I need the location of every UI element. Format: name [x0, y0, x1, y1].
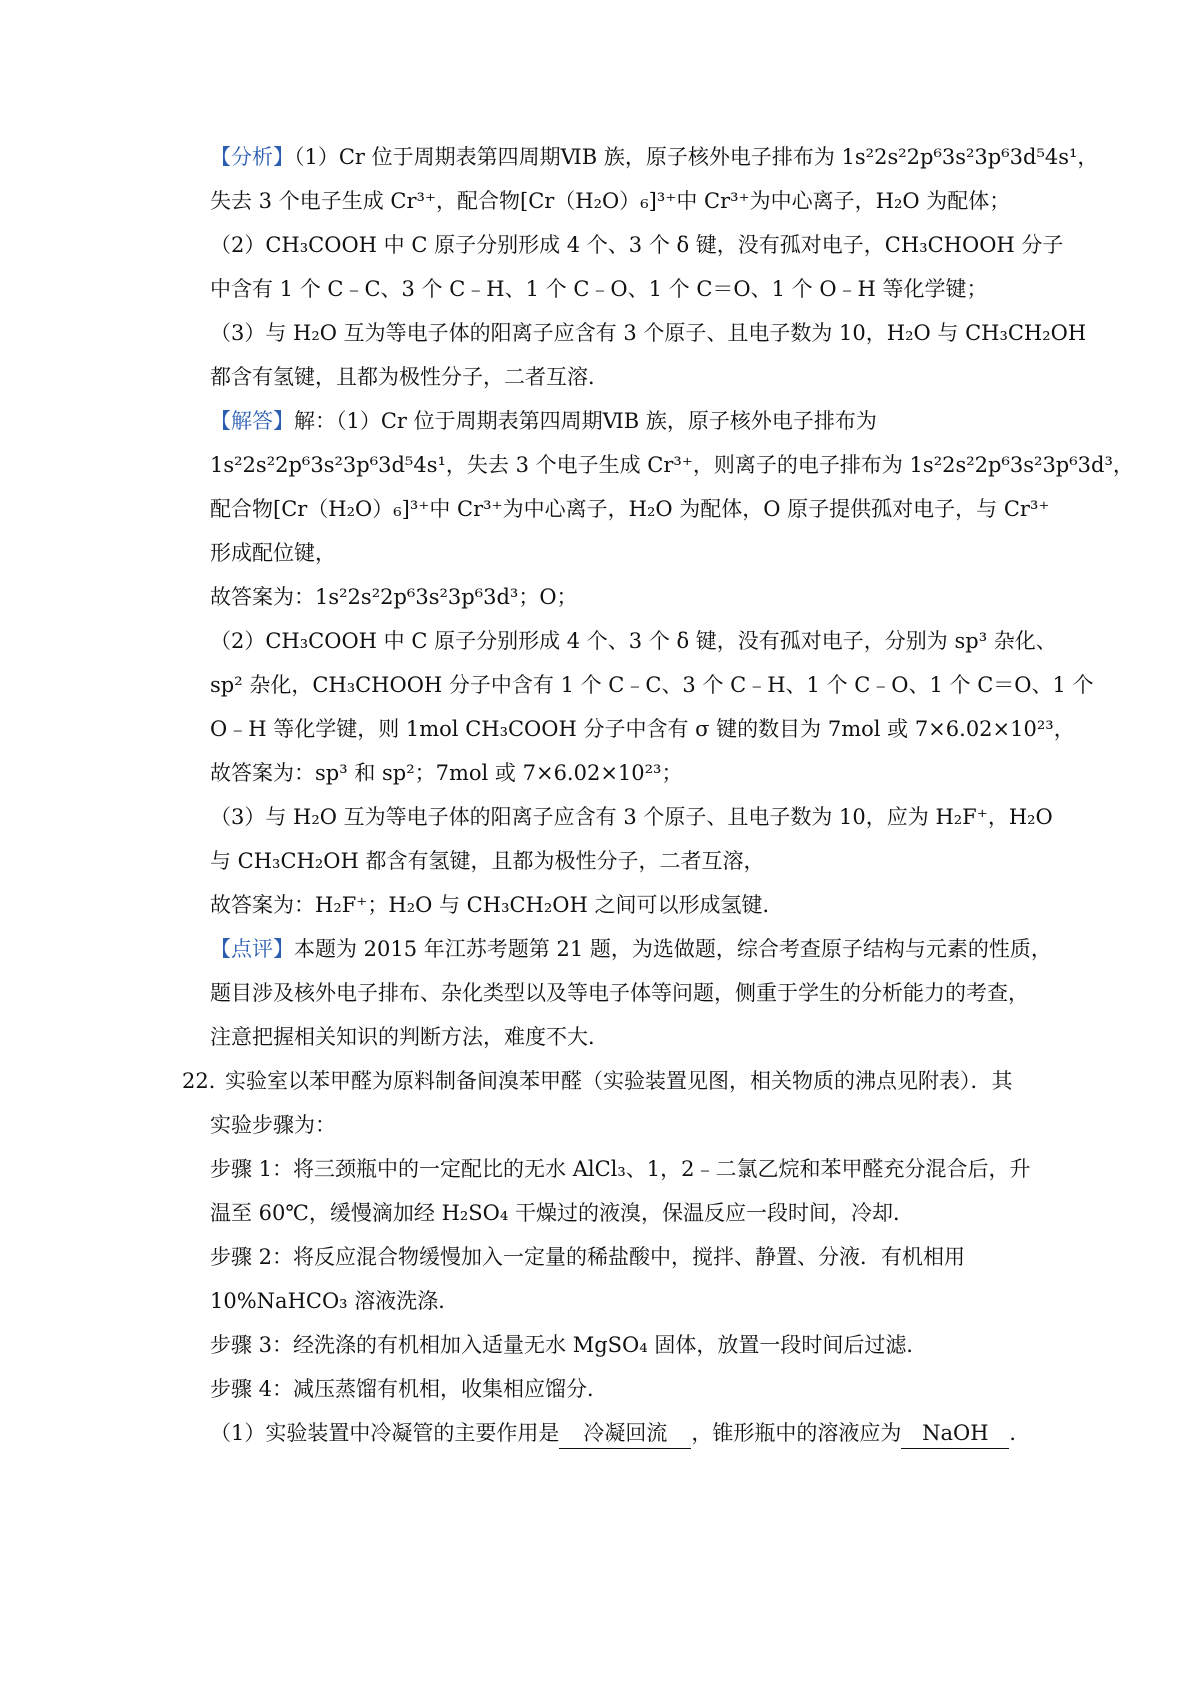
part-1-prompt: （1）实验装置中冷凝管的主要作用是	[210, 1421, 560, 1445]
comment-line-2: 题目涉及核外电子排布、杂化类型以及等电子体等问题，侧重于学生的分析能力的考查，	[210, 981, 1029, 1005]
comment-text-1: 本题为 2015 年江苏考题第 21 题，为选做题，综合考查原子结构与元素的性质，	[294, 937, 1052, 961]
question-number: 22．	[182, 1069, 230, 1093]
step-2-line-2: 10%NaHCO₃ 溶液洗涤．	[210, 1289, 460, 1313]
answer-line-6: （2）CH₃COOH 中 C 原子分别形成 4 个、3 个 δ 键，没有孤对电子，分别为 sp³ 杂化、	[210, 629, 1057, 653]
answer-line-8: O﹣H 等化学键，则 1mol CH₃COOH 分子中含有 σ 键的数目为 7mol 或 7×6.02×10²³，	[210, 717, 1075, 741]
part-1-middle: ，锥形瓶中的溶液应为	[691, 1421, 902, 1445]
answer-line-5: 故答案为：1s²2s²2p⁶3s²3p⁶3d³；O；	[210, 585, 578, 609]
answer-line-10: （3）与 H₂O 互为等电子体的阳离子应含有 3 个原子、且电子数为 10，应为 H₂F⁺，H₂O	[210, 805, 1053, 829]
answer-line-11: 与 CH₃CH₂OH 都含有氢键，且都为极性分子，二者互溶，	[210, 849, 765, 873]
analysis-line-6: 都含有氢键，且都为极性分子，二者互溶．	[210, 365, 609, 389]
step-2-line-1: 步骤 2：将反应混合物缓慢加入一定量的稀盐酸中，搅拌、静置、分液．有机相用	[210, 1245, 966, 1269]
step-4-line: 步骤 4：减压蒸馏有机相，收集相应馏分．	[210, 1377, 609, 1401]
analysis-line-1	[210, 142, 1099, 172]
part-1-line	[210, 1418, 1030, 1449]
answer-line-12: 故答案为：H₂F⁺；H₂O 与 CH₃CH₂OH 之间可以形成氢键．	[210, 893, 784, 917]
analysis-text-1: （1）Cr 位于周期表第四周期ⅥB 族，原子核外电子排布为 1s²2s²2p⁶3s²3p⁶3d⁵4s¹，	[294, 145, 1099, 169]
answer-line-9: 故答案为：sp³ 和 sp²；7mol 或 7×6.02×10²³；	[210, 761, 683, 785]
answer-line-3: 配合物[Cr（H₂O）₆]³⁺中 Cr³⁺为中心离子，H₂O 为配体，O 原子提供孤对电子，与 Cr³⁺	[210, 497, 1050, 521]
question-line-1: 实验室以苯甲醛为原料制备间溴苯甲醛（实验装置见图，相关物质的沸点见附表）．其	[225, 1069, 1013, 1093]
comment-tag: 【点评】	[210, 937, 294, 961]
answer-line-7: sp² 杂化，CH₃CHOOH 分子中含有 1 个 C﹣C、3 个 C﹣H、1 个 C﹣O、1 个 C＝O、1 个	[210, 673, 1094, 697]
question-line-2: 实验步骤为：	[210, 1113, 336, 1137]
analysis-line-3: （2）CH₃COOH 中 C 原子分别形成 4 个、3 个 δ 键，没有孤对电子，CH₃CHOOH 分子	[210, 233, 1064, 257]
answer-line-4: 形成配位键，	[210, 541, 336, 565]
step-1-line-1: 步骤 1：将三颈瓶中的一定配比的无水 AlCl₃、1，2﹣二氯乙烷和苯甲醛充分混合后，升	[210, 1157, 1031, 1181]
part-1-end: ．	[1009, 1421, 1031, 1445]
answer-blank-solution: NaOH	[901, 1418, 1009, 1449]
answer-tag: 【解答】	[210, 409, 294, 433]
answer-line-2: 1s²2s²2p⁶3s²3p⁶3d⁵4s¹，失去 3 个电子生成 Cr³⁺，则离子的电子排布为 1s²2s²2p⁶3s²3p⁶3d³，	[210, 453, 1134, 477]
analysis-line-5: （3）与 H₂O 互为等电子体的阳离子应含有 3 个原子、且电子数为 10，H₂O 与 CH₃CH₂OH	[210, 321, 1087, 345]
answer-text-1: 解：（1）Cr 位于周期表第四周期ⅥB 族，原子核外电子排布为	[294, 409, 877, 433]
answer-line-1	[210, 406, 1030, 436]
step-3-line: 步骤 3：经洗涤的有机相加入适量无水 MgSO₄ 固体，放置一段时间后过滤．	[210, 1333, 928, 1357]
answer-blank-condenser: 冷凝回流	[559, 1418, 691, 1449]
analysis-tag: 【分析】	[210, 145, 294, 169]
comment-line-1	[210, 934, 1052, 964]
comment-line-3: 注意把握相关知识的判断方法，难度不大．	[210, 1025, 609, 1049]
analysis-line-2: 失去 3 个电子生成 Cr³⁺，配合物[Cr（H₂O）₆]³⁺中 Cr³⁺为中心离子，H₂O 为配体；	[210, 189, 1011, 213]
step-1-line-2: 温至 60℃，缓慢滴加经 H₂SO₄ 干燥过的液溴，保温反应一段时间，冷却．	[210, 1201, 914, 1225]
analysis-line-4: 中含有 1 个 C﹣C、3 个 C﹣H、1 个 C﹣O、1 个 C＝O、1 个 O﹣H 等化学键；	[210, 277, 988, 301]
